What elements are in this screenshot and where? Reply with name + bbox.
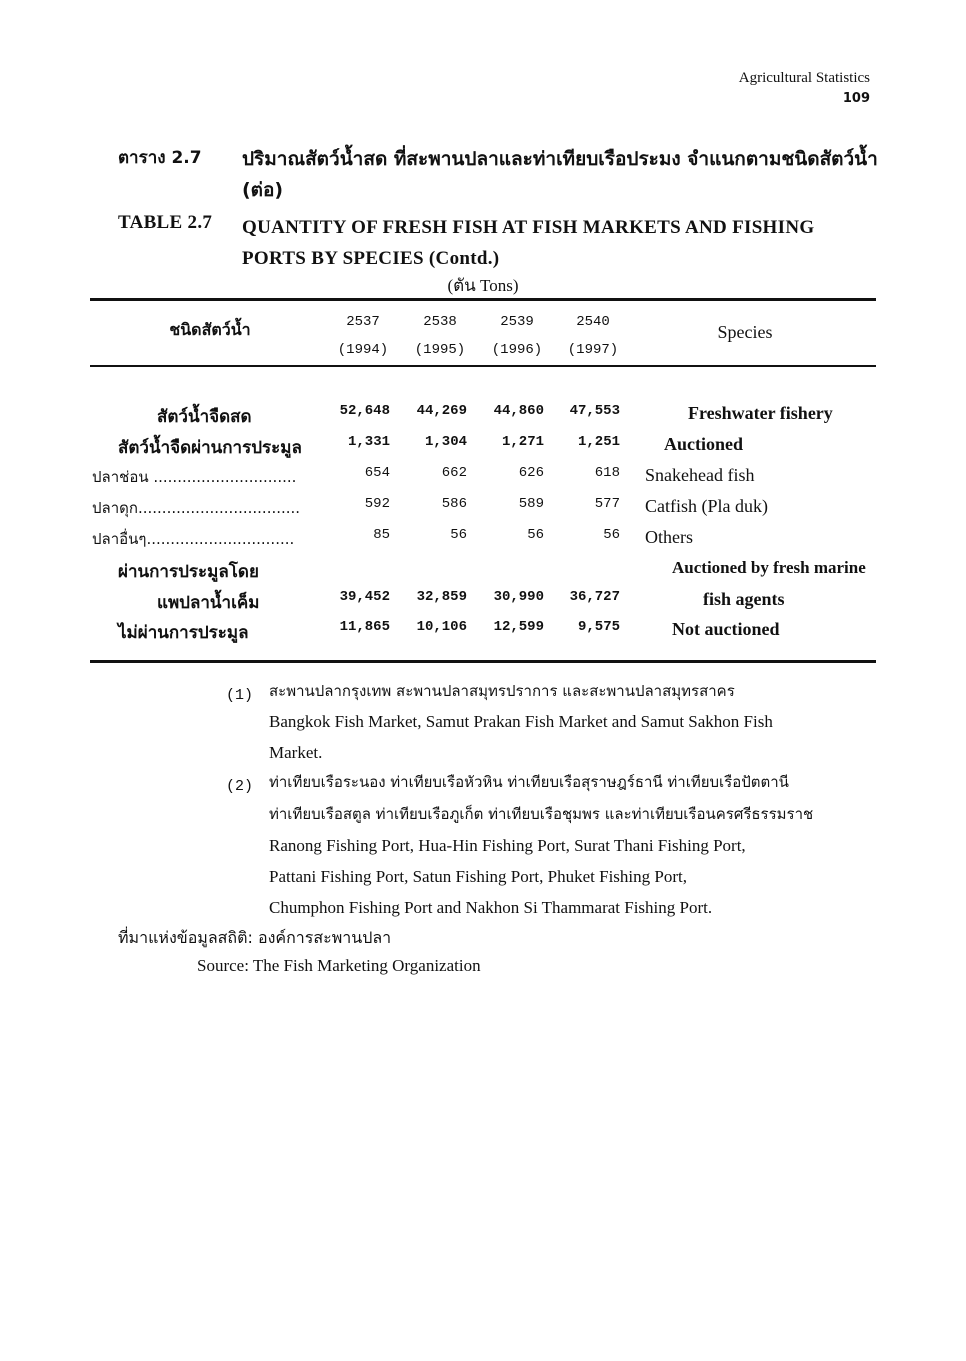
table-row: [0, 403, 966, 433]
cell-value: 577: [594, 496, 620, 512]
table-row: [0, 434, 966, 464]
table-row: [0, 496, 966, 526]
cell-value: 52,648: [339, 403, 390, 419]
row-label-english: fish agents: [703, 589, 785, 609]
source-english: Source: The Fish Marketing Organization: [197, 956, 481, 975]
column-header-thai: ชนิดสัตว์น้ำ: [169, 320, 251, 339]
column-header-year-1: [324, 308, 402, 364]
cell-value: 586: [441, 496, 467, 512]
cell-value: 36,727: [569, 589, 620, 605]
cell-value: 1,304: [424, 434, 467, 450]
cell-value: 618: [594, 465, 620, 481]
cell-value: 9,575: [577, 619, 620, 635]
cell-value: 10,106: [416, 619, 467, 635]
table-top-rule: [90, 298, 876, 301]
row-label-thai: แพปลาน้ำเค็ม: [157, 593, 260, 613]
cell-value: 85: [373, 527, 390, 543]
row-label-thai: ไม่ผ่านการประมูล: [118, 623, 249, 643]
table-row: [0, 558, 966, 588]
title-english-text: QUANTITY OF FRESH FISH AT FISH MARKETS AND FISHING PORTS BY SPECIES (Contd.): [242, 217, 815, 269]
title-thai: [118, 144, 878, 206]
table-row: [0, 619, 966, 649]
cell-value: 44,860: [493, 403, 544, 419]
table-row: [0, 527, 966, 557]
column-header-year-4: [554, 308, 632, 364]
table-bottom-rule: [90, 660, 876, 663]
title-thai-label: ตาราง 2.7: [118, 148, 202, 168]
row-label-thai: สัตว์น้ำจืดสด: [157, 407, 252, 427]
publication-title: Agricultural Statistics: [738, 70, 870, 86]
cell-value: 39,452: [339, 589, 390, 605]
cell-value: 1,331: [347, 434, 390, 450]
note-2-mark: (2): [226, 778, 254, 795]
column-header-year-2: [401, 308, 479, 364]
year-ce: (1994): [337, 342, 389, 358]
row-label-english: Auctioned: [664, 434, 744, 454]
cell-value: 56: [450, 527, 467, 543]
row-label-english: Others: [645, 527, 693, 547]
cell-value: 11,865: [339, 619, 390, 635]
cell-value: 47,553: [569, 403, 620, 419]
note-1-english-line-2: Market.: [269, 743, 323, 762]
cell-value: 56: [603, 527, 620, 543]
cell-value: 626: [518, 465, 544, 481]
cell-value: 12,599: [493, 619, 544, 635]
page-header: [739, 70, 870, 106]
title-english: [118, 212, 878, 274]
row-label-english: Not auctioned: [672, 619, 780, 639]
table-row: [0, 465, 966, 495]
cell-value: 654: [364, 465, 390, 481]
column-header-year-3: [478, 308, 556, 364]
row-label-english: Snakehead fish: [645, 465, 755, 485]
row-label-thai: สัตว์น้ำจืดผ่านการประมูล: [118, 438, 302, 458]
column-header-english: Species: [717, 322, 773, 342]
year-be: 2538: [423, 314, 457, 330]
year-be: 2539: [500, 314, 534, 330]
table-header-rule: [90, 365, 876, 367]
year-be: 2537: [346, 314, 380, 330]
year-ce: (1996): [491, 342, 543, 358]
note-1-english-line-1: Bangkok Fish Market, Samut Prakan Fish Market and Samut Sakhon Fish: [269, 712, 773, 731]
row-label-english: Freshwater fishery: [688, 403, 833, 423]
page-number: 109: [842, 91, 870, 106]
note-1-thai: สะพานปลากรุงเทพ สะพานปลาสมุทรปราการ และสะพานปลาสมุทรสาคร: [269, 682, 735, 700]
table-title: [118, 144, 878, 274]
cell-value: 32,859: [416, 589, 467, 605]
unit-label: (ตัน Tons): [447, 276, 519, 295]
title-english-label: TABLE 2.7: [118, 212, 213, 233]
cell-value: 1,271: [501, 434, 544, 450]
row-label-thai: ปลาช่อน ..............................: [92, 468, 297, 486]
table-row: [0, 589, 966, 619]
cell-value: 30,990: [493, 589, 544, 605]
cell-value: 56: [527, 527, 544, 543]
note-2-english-line-2: Pattani Fishing Port, Satun Fishing Port, Phuket Fishing Port,: [269, 867, 687, 886]
row-label-thai: ปลาดุก..................................: [92, 499, 301, 517]
note-2-english-line-3: Chumphon Fishing Port and Nakhon Si Thammarat Fishing Port.: [269, 898, 713, 917]
year-ce: (1997): [567, 342, 619, 358]
note-1-mark: (1): [226, 687, 254, 704]
row-label-thai: ผ่านการประมูลโดย: [118, 562, 259, 582]
year-ce: (1995): [414, 342, 466, 358]
cell-value: 592: [364, 496, 390, 512]
cell-value: 662: [441, 465, 467, 481]
note-2-thai-line-1: ท่าเทียบเรือระนอง ท่าเทียบเรือหัวหิน ท่าเทียบเรือสุราษฎร์ธานี ท่าเทียบเรือปัตตานี: [269, 773, 789, 791]
row-label-english: Catfish (Pla duk): [645, 496, 768, 516]
source-thai: ที่มาแห่งข้อมูลสถิติ: องค์การสะพานปลา: [118, 928, 392, 947]
year-be: 2540: [576, 314, 610, 330]
cell-value: 44,269: [416, 403, 467, 419]
cell-value: 589: [518, 496, 544, 512]
row-label-english: Auctioned by fresh marine: [672, 558, 866, 577]
row-label-thai: ปลาอื่นๆ...............................: [92, 530, 295, 548]
cell-value: 1,251: [577, 434, 620, 450]
note-2-thai-line-2: ท่าเทียบเรือสตูล ท่าเทียบเรือภูเก็ต ท่าเทียบเรือชุมพร และท่าเทียบเรือนครศรีธรรมราช: [269, 805, 814, 823]
title-thai-text: ปริมาณสัตว์น้ำสด ที่สะพานปลาและท่าเทียบเรือประมง จำแนกตามชนิดสัตว์น้ำ (ต่อ): [242, 148, 878, 201]
note-2-english-line-1: Ranong Fishing Port, Hua-Hin Fishing Port, Surat Thani Fishing Port,: [269, 836, 746, 855]
